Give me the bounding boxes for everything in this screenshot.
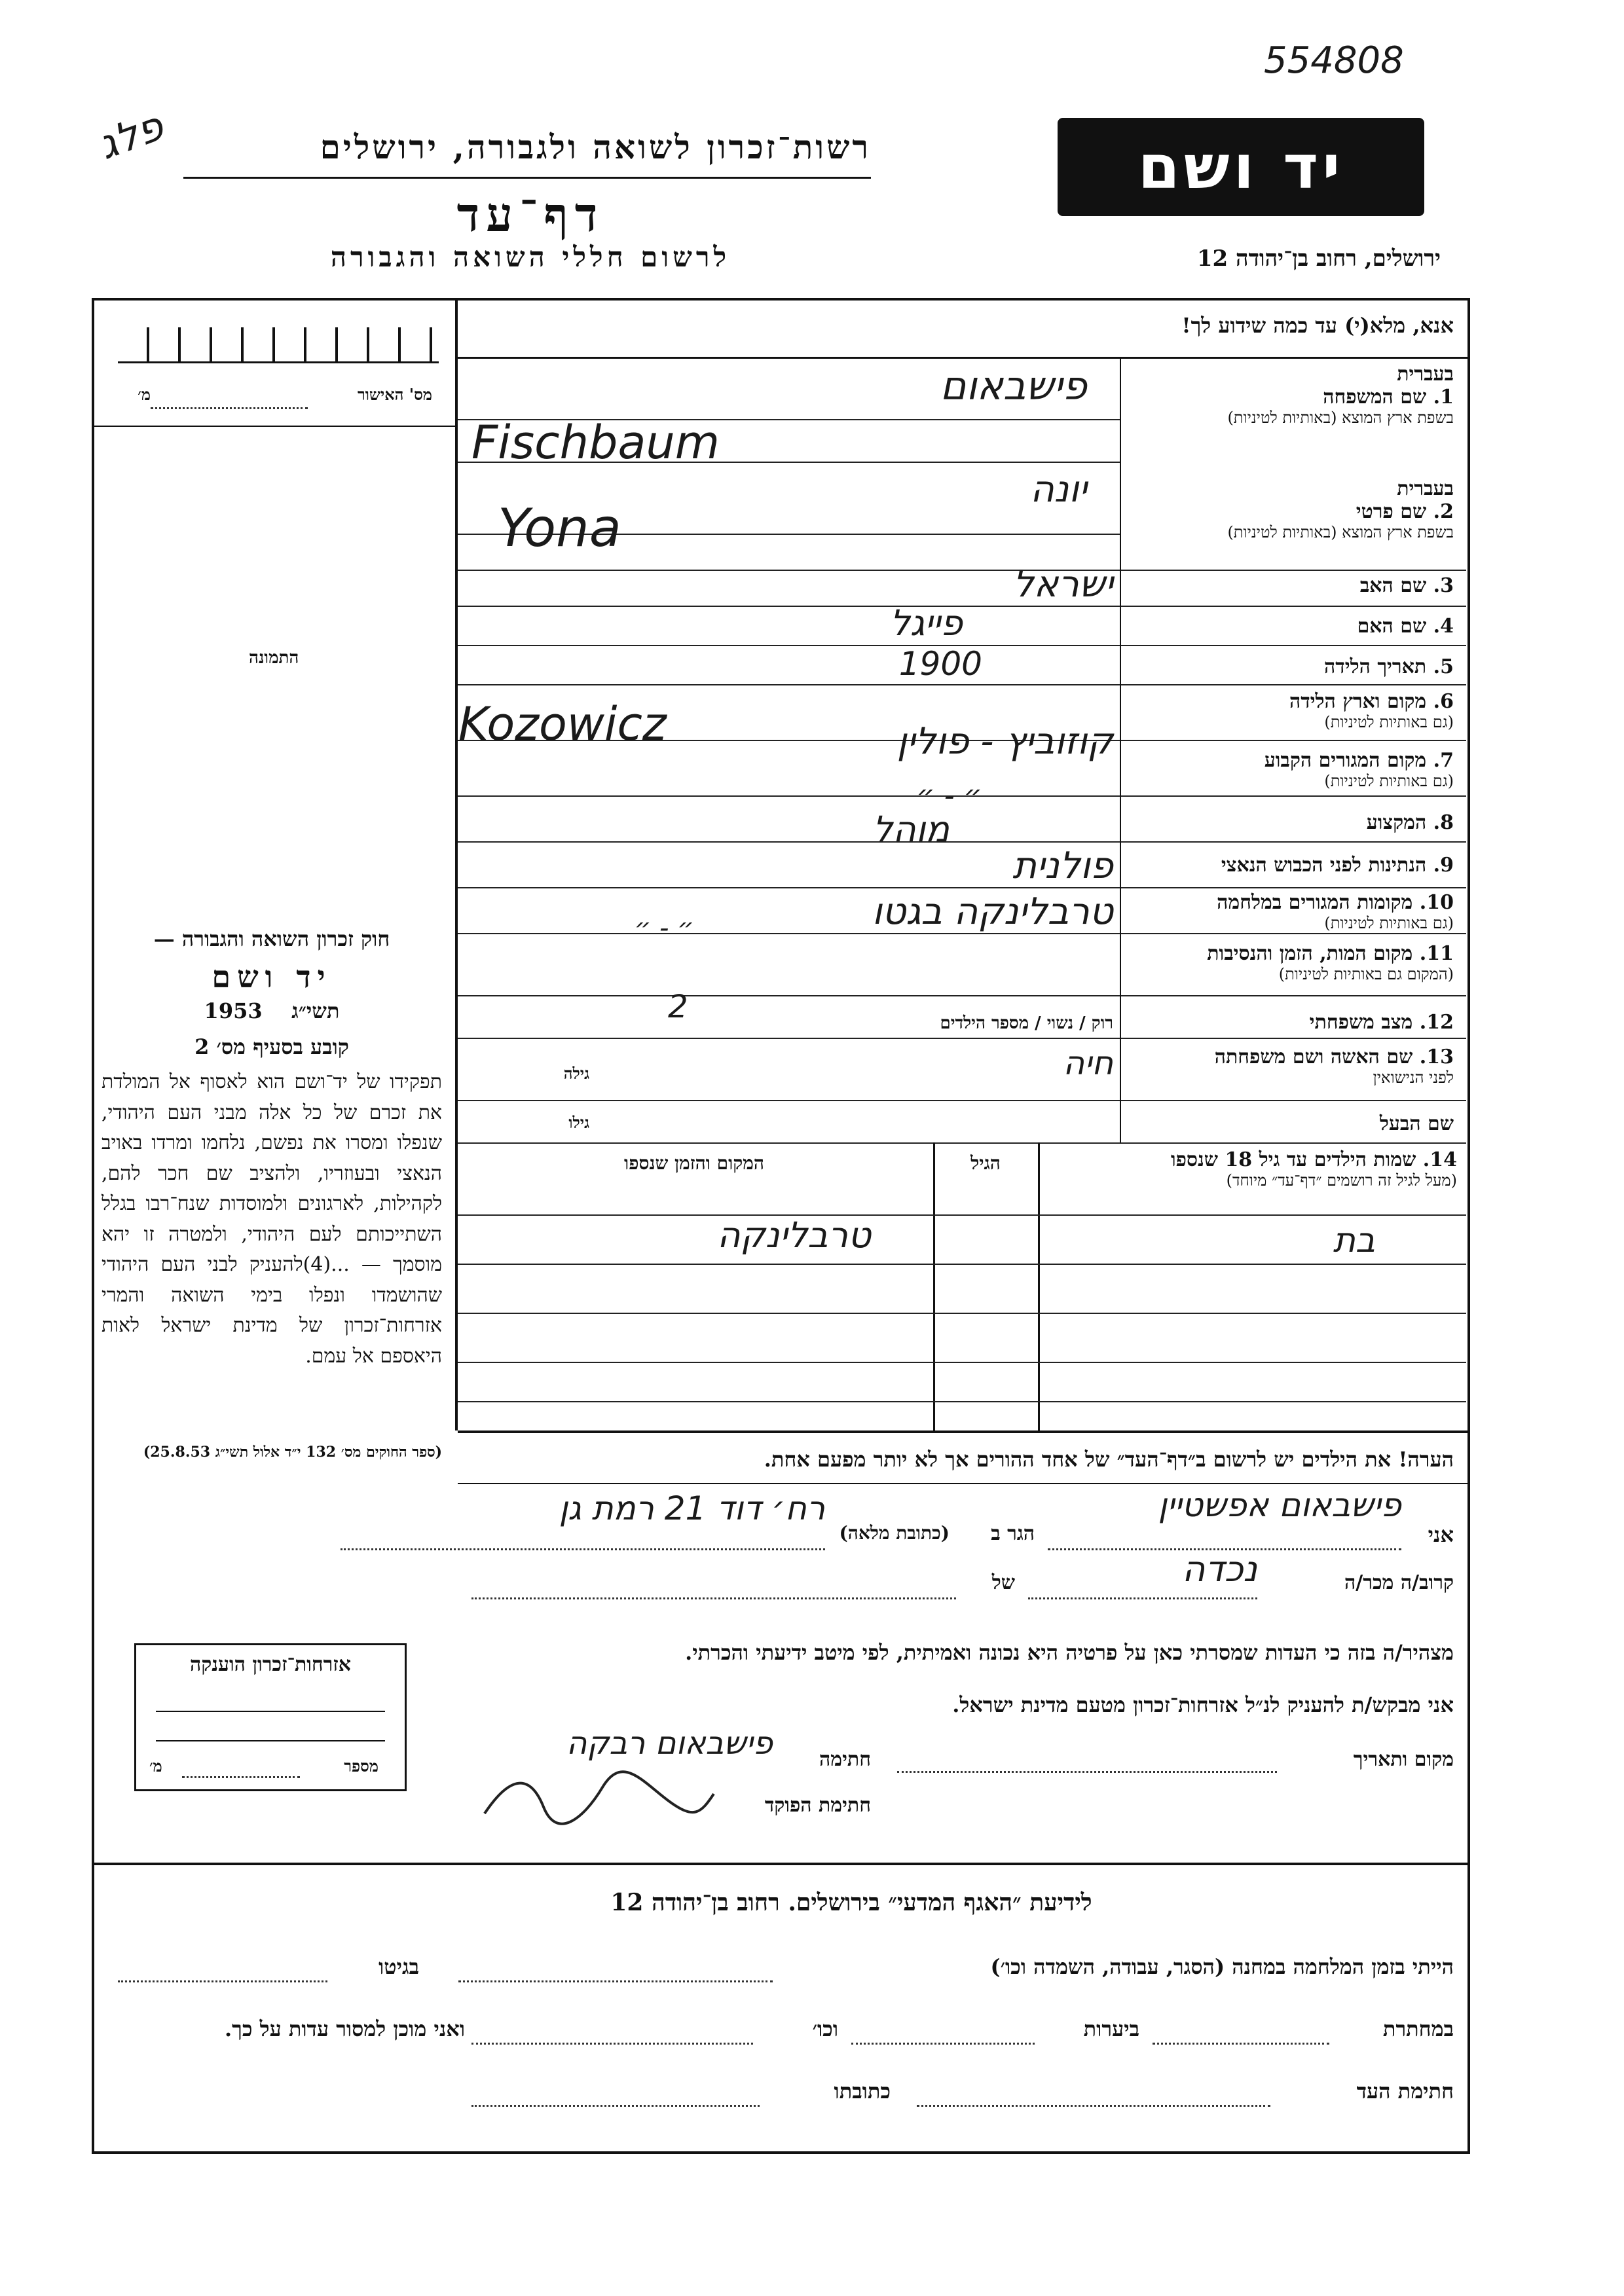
row-sep	[458, 841, 1466, 843]
place-date-label: מקום ותאריך	[1353, 1748, 1454, 1771]
law-year	[98, 998, 445, 1023]
field-2-label: 2. שם פרטי בשפת ארץ המוצא (באותיות לטיניות)	[1227, 500, 1454, 541]
field-13-age-label: גילה	[563, 1064, 589, 1083]
witness-signature-label: חתימת העד	[1356, 2079, 1454, 2104]
relative-line	[1028, 1597, 1257, 1599]
field-6-label: 6. מקום וארץ הלידה (גם באותיות לטיניות)	[1289, 690, 1454, 731]
note-underline	[458, 1483, 1467, 1484]
children-row	[458, 1214, 1466, 1216]
declarant-address: רח׳ דוד 21 רמת גן	[559, 1489, 825, 1527]
approval-boxes	[118, 327, 439, 363]
field-3-label: 3. שם האב	[1359, 574, 1454, 597]
field-8-value: מוהל	[872, 809, 950, 850]
field-6-value-he: קוזוביץ - פולין	[896, 720, 1113, 763]
children-row	[458, 1313, 1466, 1314]
witness-address-blank	[471, 2105, 760, 2107]
declaration-statement: מצהיר/ה בזה כי העדות שמסרתי כאן על פרטיה היא נכונה ואמיתית, לפי מיטב ידיעתי והכרתי.	[685, 1640, 1454, 1665]
field-10-value: ״ - ״	[634, 913, 694, 943]
row-sep	[458, 684, 1466, 685]
field-5-value: 1900	[898, 645, 982, 683]
field-1-label: 1. שם המשפחה בשפת ארץ המוצא (באותיות לטיניות)	[1227, 386, 1454, 427]
husband-label: שם הבעל	[1379, 1112, 1454, 1135]
top-instruction: אנא, מלא(י) עד כמה שידוע לך!	[1181, 313, 1454, 338]
approval-divider	[94, 426, 455, 427]
field-9-value: פולנית	[1012, 845, 1113, 887]
field-11-value: טרבלינקה בגטו	[872, 890, 1113, 933]
row-sep	[458, 887, 1466, 888]
law-title: חוק זכרון השואה והגבורה —	[153, 926, 390, 951]
field-7-label: 7. מקום המגורים הקבוע (גם באותיות לטיניות)	[1264, 749, 1454, 790]
children-row	[458, 1362, 1466, 1363]
field-2-value-he: יונה	[1030, 468, 1087, 511]
children-col-place: המקום והזמן שנספו	[624, 1152, 764, 1174]
citizenship-box	[134, 1643, 407, 1791]
row-sep	[458, 995, 1466, 996]
authority-underline	[183, 177, 871, 179]
children-col-age: הגיל	[970, 1152, 1001, 1174]
ready-text: ואני מוכן למסור עדות על כך.	[224, 2016, 465, 2041]
field-5-label: 5. תאריך הלידה	[1324, 655, 1454, 678]
instruction-underline	[458, 357, 1467, 359]
underground-blank	[1153, 2043, 1329, 2045]
forest-blank	[851, 2043, 1035, 2045]
field-2-lang: בעברית	[1397, 477, 1454, 500]
row-sep	[458, 1100, 1466, 1101]
field-7-value: ״ - ״	[916, 779, 982, 812]
citizenship-box-title: אזרחות־זכרון הוענקה	[189, 1653, 352, 1676]
authority-line: רשות־זכרון לשואה ולגבורה, ירושלים	[320, 128, 871, 166]
children-row	[458, 1401, 1466, 1402]
field-12-value: 2	[668, 989, 688, 1025]
citizenship-line-2	[156, 1740, 385, 1741]
approval-number-prefix: מ׳	[138, 385, 151, 404]
camp-line: הייתי בזמן המלחמה במחנה (הסגר, עבודה, השמדה וכו׳)	[990, 1954, 1454, 1979]
children-col-2	[933, 1142, 935, 1430]
law-reference: (ספר החוקים מס׳ 132 י״ד אלול תשי״ג 25.8.53)	[143, 1444, 442, 1461]
of-line	[471, 1597, 956, 1599]
signature-label: חתימה	[819, 1748, 871, 1771]
field-2-value-latin: Yona	[498, 498, 621, 558]
law-year-heb: תשי״ג	[291, 998, 340, 1023]
field-9-label: 9. הנתינות לפני הכבוש הנאצי	[1221, 854, 1454, 877]
approval-number-label: מס' האישור	[357, 385, 432, 404]
row-sep	[458, 1038, 1466, 1039]
camp-line-blank	[458, 1980, 773, 1982]
field-1-value-latin: Fischbaum	[471, 416, 720, 469]
field-13-value: חיה	[1063, 1044, 1113, 1082]
photo-label: התמונה	[249, 648, 299, 668]
children-row	[458, 1264, 1466, 1265]
field-11-label: 11. מקום המות, הזמן והנסיבות (המקום גם באותיות לטיניות)	[1207, 942, 1454, 983]
officer-signature-mark	[471, 1768, 720, 1827]
field-3-value: ישראל	[1012, 563, 1113, 606]
resident-label: הגר ב	[991, 1522, 1035, 1545]
ghetto-label: בגיטו	[378, 1954, 419, 1979]
declarant-address-line	[341, 1548, 825, 1550]
left-panel-divider	[455, 298, 458, 1430]
field-8-label: 8. המקצוע	[1366, 811, 1454, 834]
law-text: תפקידו של יד־ושם הוא לאסוף אל המולדת את זכרם של כל אלה מבני העם היהודי, שנפלו ומסרו את נפשם, נלחמו ומרדו באויב הנאצי ובעוזריו, ולהציב שם חכר להם, לקהילות, לארגונים ולמוסדות שנח־רבו בגלל השתייכותם לעם היהודי, ולמטרה זו יהא מוסמך — ...(4)להעניק לבני העם היהודי שהושמדו ונפלו בימי השואה והמרי אזרחות־זכרון של מדינת ישראל לאות היאספם אל עמם.	[101, 1070, 443, 1368]
field-1-value-he: פישבאום	[940, 363, 1087, 409]
field-4-value: פייגל	[890, 602, 963, 644]
witness-address-label: כתובתו	[834, 2079, 891, 2104]
children-note: הערה! את הילדים יש לרשום ב״דף־העד״ של אחד ההורים אך לא יותר מפעם אחת.	[764, 1447, 1454, 1472]
margin-note: פלג	[92, 101, 170, 169]
law-name: יד ושם	[212, 959, 332, 994]
address-line: ירושלים, רחוב בן־יהודה 12	[1196, 246, 1441, 272]
etc-blank	[471, 2043, 753, 2045]
etc-label: וכו׳	[812, 2016, 838, 2041]
place-date-line	[897, 1771, 1277, 1773]
child-1-name: בת	[1333, 1221, 1375, 1260]
field-12-options: רוק / נשוי / מספר הילדים	[940, 1013, 1113, 1033]
citizenship-box-number: מספר	[344, 1757, 378, 1776]
footer-title: לידיעת ״האגף המדעי״ בירושלים. רחוב בן־יהודה 12	[610, 1889, 1092, 1916]
law-section: קובע בסעיף מס׳ 2	[194, 1034, 349, 1059]
form-subtitle: לרשום חללי השואה והגבורה	[330, 241, 731, 273]
logo-text: יד ושם	[1137, 132, 1344, 202]
witness-signature-blank	[917, 2105, 1270, 2107]
address-hint: (כתובת מלאה)	[839, 1522, 950, 1544]
law-year-num: 1953	[204, 998, 263, 1023]
declaration-bottom	[94, 1863, 1467, 1865]
citizenship-box-prefix: מ׳	[149, 1757, 162, 1776]
citizenship-line-1	[156, 1711, 385, 1712]
field-13-label: 13. שם האשה ושם משפחתה לפני הנישואין	[1214, 1046, 1454, 1087]
relative-value: נכדה	[1182, 1548, 1257, 1590]
row-sep	[458, 1142, 1466, 1144]
field-1-lang: בעברית	[1397, 363, 1454, 386]
declarant-i-label: אני	[1428, 1522, 1454, 1547]
declarant-signature: פישבאום רבקה	[566, 1725, 773, 1762]
husband-age-label: גילו	[568, 1113, 589, 1132]
of-label: של	[991, 1571, 1015, 1594]
label-column-divider	[1120, 359, 1121, 1142]
declarant-name: פישבאום אפשטיין	[1158, 1486, 1401, 1524]
yad-vashem-logo	[1058, 118, 1424, 216]
document-number: 554808	[1264, 39, 1404, 82]
officer-signature-label: חתימת הפוקד	[764, 1794, 871, 1817]
citizenship-request: אני מבקש/ת להעניק לנ״ל אזרחות־זכרון מטעם מדינת ישראל.	[952, 1692, 1454, 1717]
underground-label: במחתרת	[1382, 2016, 1454, 2041]
field-4-label: 4. שם האם	[1357, 615, 1454, 638]
forest-label: ביערות	[1083, 2016, 1139, 2041]
field-10-label: 10. מקומות המגורים במלחמה (גם באותיות לטיניות)	[1217, 891, 1454, 932]
children-col-1	[1038, 1142, 1040, 1430]
relative-label: קרוב/ה מכר/ה	[1344, 1571, 1454, 1594]
form-title: דף־עד	[456, 187, 604, 242]
citizenship-number-line	[182, 1776, 300, 1778]
children-table-bottom	[458, 1430, 1467, 1433]
children-title: 14. שמות הילדים עד גיל 18 שנספו (מעל לגיל זה רושמים ״דף־עד״ מיוחד)	[1170, 1148, 1457, 1190]
child-1-place: טרבלינקה	[717, 1214, 871, 1256]
field-6-value-latin: Kozowicz	[458, 697, 667, 751]
field-12-label: 12. מצב משפחתי	[1309, 1011, 1454, 1034]
approval-number-line	[151, 407, 308, 409]
ghetto-blank	[118, 1980, 327, 1982]
